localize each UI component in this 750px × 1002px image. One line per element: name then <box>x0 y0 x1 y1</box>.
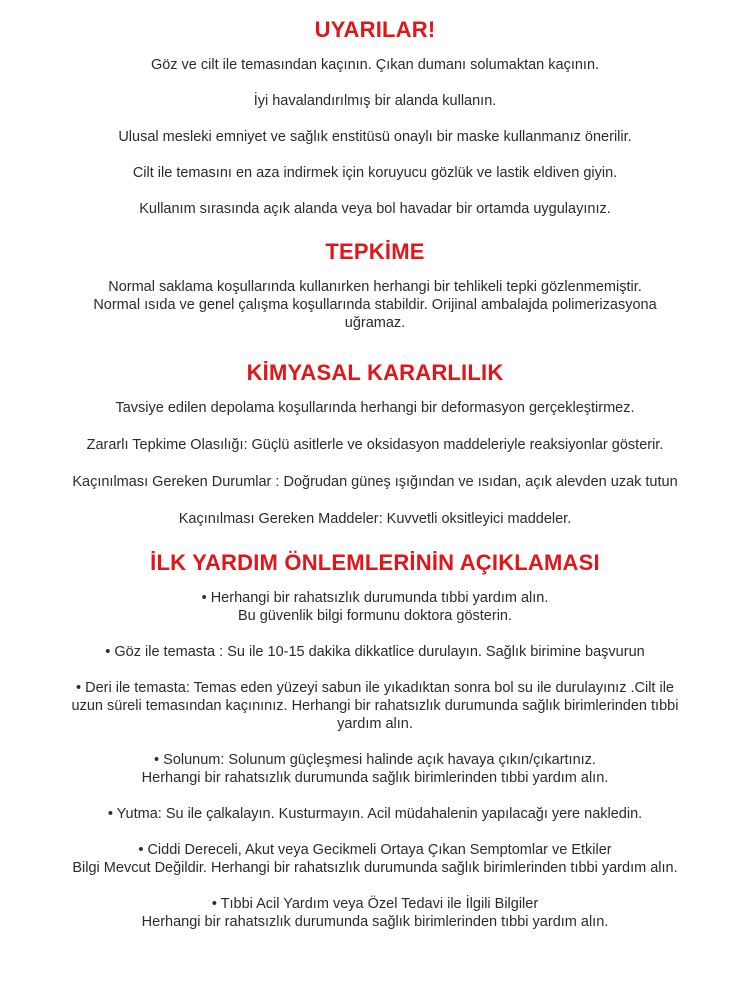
first-aid-item: • Solunum: Solunum güçleşmesi halinde açık havaya çıkın/çıkartınız. Herhangi bir rahatsızlık durumunda sağlık birimlerinden tıbbi yardım alın. <box>141 752 609 786</box>
section-title-first-aid: İLK YARDIM ÖNLEMLERİNİN AÇIKLAMASI <box>150 550 600 575</box>
first-aid-item: • Göz ile temasta : Su ile 10-15 dakika dikkatlice durulayın. Sağlık birimine başvurun <box>105 644 645 660</box>
first-aid-item: • Tıbbi Acil Yardım veya Özel Tedavi ile İlgili Bilgiler Herhangi bir rahatsızlık durumunda sağlık birimlerinden tıbbi yardım alın. <box>141 896 609 930</box>
warning-item: Cilt ile temasını en aza indirmek için koruyucu gözlük ve lastik eldiven giyin. <box>132 165 618 181</box>
reaction-text: Normal saklama koşullarında kullanırken herhangi bir tehlikeli tepki gözlenmemiştir. Normal ısıda ve genel çalışma koşullarında stabildir. Orijinal ambalajda polimerizasyona uğramaz. <box>93 279 657 331</box>
section-warnings <box>18 14 732 218</box>
first-aid-item: • Deri ile temasta: Temas eden yüzeyi sabun ile yıkadıktan sonra bol su ile durulayınız .Cilt ile uzun süreli temasından kaçınınız. Herhangi bir rahatsızlık durumunda sağlık birimlerinden tıbbi yardım alın. <box>71 680 679 732</box>
warning-item: Kullanım sırasında açık alanda veya bol havadar bir ortamda uygulayınız. <box>139 201 611 217</box>
stability-item: Kaçınılması Gereken Durumlar : Doğrudan güneş ışığından ve ısıdan, açık alevden uzak tutun <box>72 474 678 490</box>
first-aid-item: • Ciddi Dereceli, Akut veya Gecikmeli Ortaya Çıkan Semptomlar ve Etkiler Bilgi Mevcut Değildir. Herhangi bir rahatsızlık durumunda sağlık birimlerinden tıbbi yardım alın. <box>72 842 678 876</box>
warning-item: Ulusal mesleki emniyet ve sağlık enstitüsü onaylı bir maske kullanmanız önerilir. <box>118 129 632 145</box>
section-title-reaction: TEPKİME <box>325 239 425 264</box>
warning-item: İyi havalandırılmış bir alanda kullanın. <box>253 93 497 109</box>
stability-item: Zararlı Tepkime Olasılığı: Güçlü asitlerle ve oksidasyon maddeleriyle reaksiyonlar gösterir. <box>86 437 664 453</box>
stability-item: Kaçınılması Gereken Maddeler: Kuvvetli oksitleyici maddeler. <box>178 511 572 527</box>
section-title-warnings: UYARILAR! <box>314 17 436 42</box>
section-chemical-stability <box>18 357 732 528</box>
warning-item: Göz ve cilt ile temasından kaçının. Çıkan dumanı solumaktan kaçının. <box>150 57 600 73</box>
first-aid-item: • Herhangi bir rahatsızlık durumunda tıbbi yardım alın. Bu güvenlik bilgi formunu doktora gösterin. <box>201 590 549 624</box>
section-reaction <box>18 236 732 332</box>
first-aid-item: • Yutma: Su ile çalkalayın. Kusturmayın. Acil müdahalenin yapılacağı yere nakledin. <box>107 806 643 822</box>
section-title-chemical-stability: KİMYASAL KARARLILIK <box>246 360 504 385</box>
section-first-aid <box>18 547 732 931</box>
stability-item: Tavsiye edilen depolama koşullarında herhangi bir deformasyon gerçekleştirmez. <box>115 400 635 416</box>
